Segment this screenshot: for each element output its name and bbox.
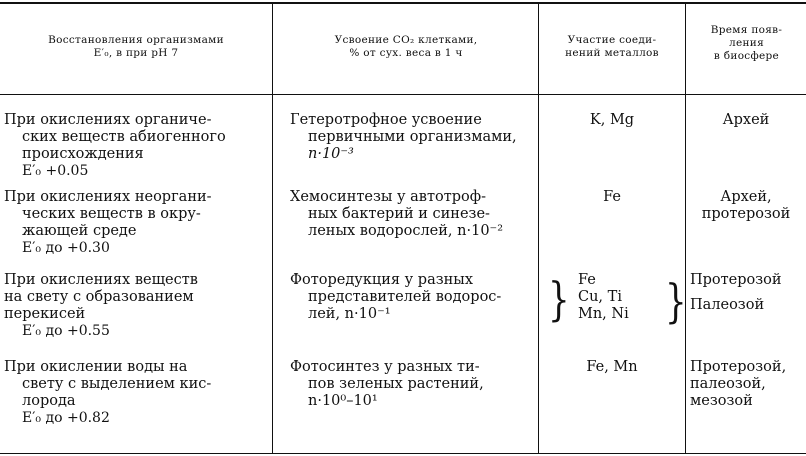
header-col4-line1: Время появ- <box>710 24 783 36</box>
row3-col3 <box>578 272 668 323</box>
row3-col3-line3: Mn, Ni <box>578 306 629 322</box>
header-col1-line1: Восстановления организмами <box>48 34 224 46</box>
row4-col1-line3: лорода <box>22 393 76 409</box>
row1-col3-line1: K, Mg <box>589 112 635 128</box>
row2-col2-line1: Хемосинтезы у автотроф- <box>290 189 487 205</box>
header-col4-line2: ления <box>728 37 764 49</box>
row4-col1 <box>4 359 266 427</box>
row4-col4-line2: палеозой, <box>690 376 766 392</box>
row4-col4-line3: мезозой <box>690 393 753 409</box>
row1-col4-line1: Архей <box>722 112 770 128</box>
row3-col1-line1: При окислениях веществ <box>4 272 198 288</box>
header-col1-line2: E′₀, в при рН 7 <box>93 47 179 59</box>
row2-col4 <box>686 189 806 223</box>
row1-col2 <box>290 112 538 163</box>
row4-col4-line1: Протерозой, <box>690 359 787 375</box>
left-brace-icon: } <box>548 273 570 327</box>
column-divider-3 <box>685 2 686 454</box>
row2-col1-line2: ческих веществ в окру- <box>22 206 201 222</box>
row1-col1-potential: E′₀ +0.05 <box>22 163 89 179</box>
column-divider-2 <box>538 2 539 454</box>
row2-col3 <box>540 189 684 206</box>
row2-col1 <box>4 189 266 257</box>
header-col2-line1: Усвоение CO₂ клетками, <box>334 34 478 46</box>
header-col3-line1: Участие соеди- <box>567 34 657 46</box>
row1-col1-line2: ских веществ абиогенного <box>22 129 226 145</box>
column-divider-1 <box>272 2 273 454</box>
header-col1 <box>2 34 270 60</box>
row3-col4-line2: Палеозой <box>690 297 765 313</box>
header-col4 <box>687 24 806 63</box>
row2-col2-line2: ных бактерий и синезе- <box>308 206 490 222</box>
row1-col4 <box>686 112 806 129</box>
right-brace-icon: } <box>665 275 687 329</box>
row3-col2-line1: Фоторедукция у разных <box>290 272 474 288</box>
row4-col4 <box>690 359 806 410</box>
row3-col2-line3: лей, n·10⁻¹ <box>308 306 391 322</box>
row4-col1-line1: При окислении воды на <box>4 359 188 375</box>
row1-col1-line3: происхождения <box>22 146 144 162</box>
row1-col3 <box>540 112 684 129</box>
row4-col2-line1: Фотосинтез у разных ти- <box>290 359 480 375</box>
row3-col1-line2: на свету с образованием <box>4 289 194 305</box>
row4-col1-potential: E′₀ до +0.82 <box>22 410 110 426</box>
row1-col2-line1: Гетеротрофное усвоение <box>290 112 482 128</box>
row3-col4-line1: Протерозой <box>690 272 782 288</box>
row4-col2 <box>290 359 538 410</box>
row1-col2-line2: первичными организмами, <box>308 129 517 145</box>
row3-col1 <box>4 272 266 340</box>
header-col4-line3: в биосфере <box>713 50 780 62</box>
row3-col1-line3: перекисей <box>4 306 86 322</box>
row2-col1-line1: При окислениях неоргани- <box>4 189 212 205</box>
row4-col1-line2: свету с выделением кис- <box>22 376 212 392</box>
row1-col1 <box>4 112 266 180</box>
header-col2 <box>276 34 536 60</box>
row4-col2-line2: пов зеленых растений, <box>308 376 484 392</box>
row2-col2 <box>290 189 538 240</box>
row3-col2-line2: представителей водорос- <box>308 289 502 305</box>
row2-col1-line3: жающей среде <box>22 223 137 239</box>
row2-col4-line2: протерозой <box>701 206 791 222</box>
header-col3-line2: нений металлов <box>565 47 659 59</box>
row2-col3-line1: Fe <box>603 189 621 205</box>
row3-col1-potential: E′₀ до +0.55 <box>22 323 110 339</box>
row3-col2 <box>290 272 538 323</box>
row1-col1-line1: При окислениях органиче- <box>4 112 212 128</box>
row3-col3-line2: Cu, Ti <box>578 289 622 305</box>
row2-col4-line1: Архей, <box>720 189 772 205</box>
header-col2-line2: % от сух. веса в 1 ч <box>349 47 463 59</box>
row2-col2-line3: леных водорослей, n·10⁻² <box>308 223 504 239</box>
row4-col3 <box>540 359 684 376</box>
row1-col2-line3: n·10⁻³ <box>308 146 354 162</box>
row3-col4 <box>690 272 806 314</box>
row2-col1-potential: E′₀ до +0.30 <box>22 240 110 256</box>
row3-col3-line1: Fe <box>578 272 596 288</box>
row4-col3-line1: Fe, Mn <box>586 359 638 375</box>
row4-col2-line3: n·10⁰–10¹ <box>308 393 378 409</box>
header-col3 <box>540 34 684 60</box>
